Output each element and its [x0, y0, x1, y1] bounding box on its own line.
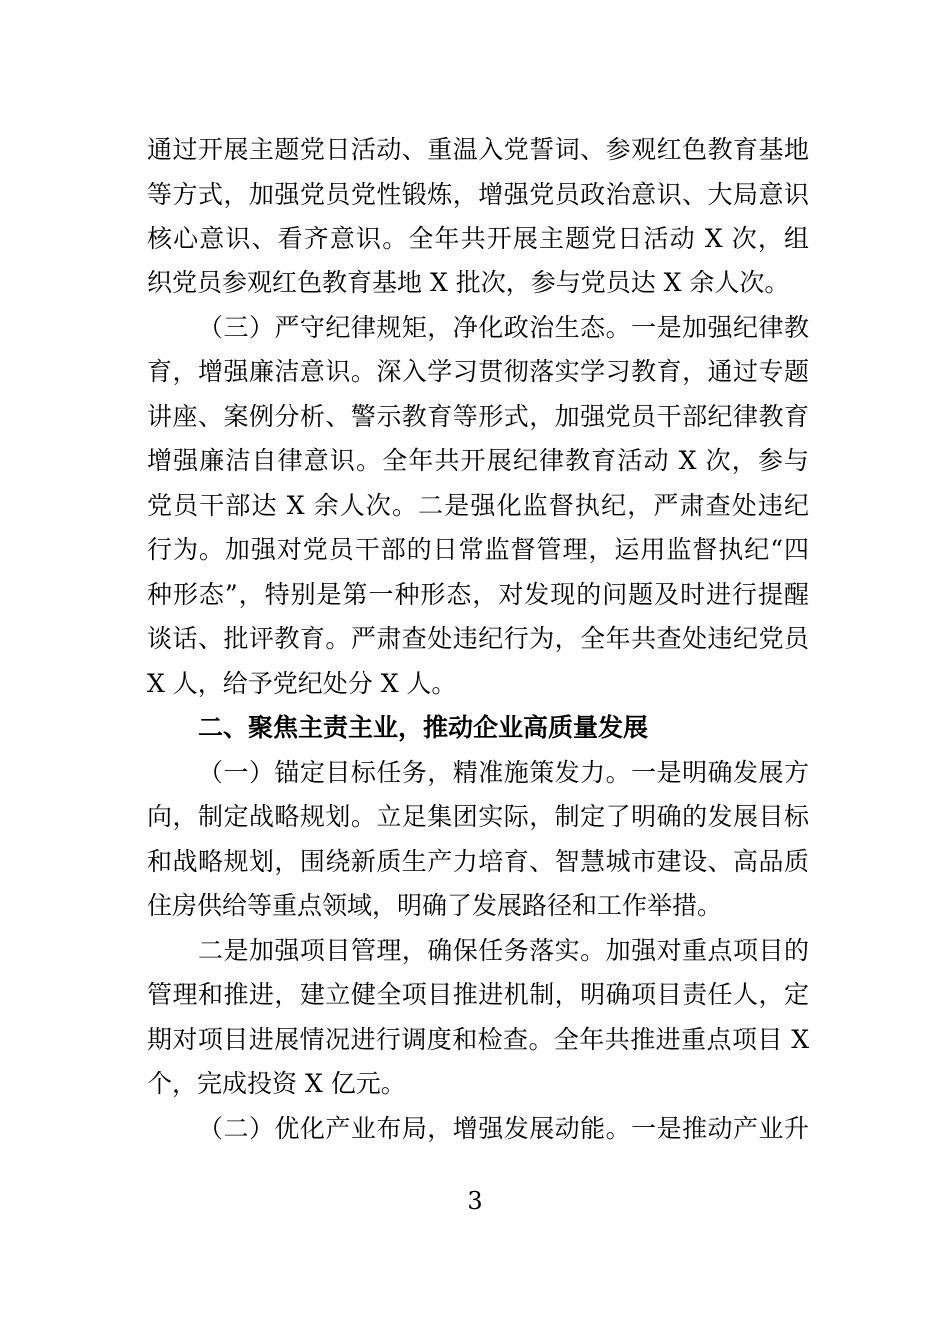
body-line: 增强廉洁自律意识。全年共开展纪律教育活动 X 次，参与	[147, 446, 809, 475]
body-line: 织党员参观红色教育基地 X 批次，参与党员达 X 余人次。	[147, 268, 790, 297]
body-line: 讲座、案例分析、警示教育等形式，加强党员干部纪律教育	[147, 402, 809, 431]
subsection-first-line: （三）严守纪律规矩，净化政治生态。一是加强纪律教	[198, 313, 809, 342]
body-line: 党员干部达 X 余人次。二是强化监督执纪，严肃查处违纪	[147, 491, 809, 520]
body-line: 种形态”，特别是第一种形态，对发现的问题及时进行提醒	[147, 580, 809, 609]
body-line: 核心意识、看齐意识。全年共开展主题党日活动 X 次，组	[147, 224, 809, 253]
paragraph-first-line: 二是加强项目管理，确保任务落实。加强对重点项目的	[198, 936, 809, 965]
body-line: 育，增强廉洁意识。深入学习贯彻落实学习教育，通过专题	[147, 357, 809, 386]
body-line: 向，制定战略规划。立足集团实际，制定了明确的发展目标	[147, 802, 809, 831]
body-line: 管理和推进，建立健全项目推进机制，明确项目责任人，定	[147, 980, 809, 1009]
subsection-first-line: （二）优化产业布局，增强发展动能。一是推动产业升	[198, 1114, 809, 1143]
body-line: 和战略规划，围绕新质生产力培育、智慧城市建设、高品质	[147, 847, 809, 876]
body-line: 通过开展主题党日活动、重温入党誓词、参观红色教育基地	[147, 135, 809, 164]
body-line: 谈话、批评教育。严肃查处违纪行为，全年共查处违纪党员	[147, 624, 809, 653]
body-line: 个，完成投资 X 亿元。	[147, 1069, 406, 1098]
body-line: 期对项目进展情况进行调度和检查。全年共推进重点项目 X	[147, 1025, 809, 1054]
body-line: X 人，给予党纪处分 X 人。	[147, 669, 457, 698]
body-line: 住房供给等重点领域，明确了发展路径和工作举措。	[147, 891, 723, 920]
page-number: 3	[467, 1187, 483, 1215]
body-line: 等方式，加强党员党性锻炼，增强党员政治意识、大局意识	[147, 180, 809, 209]
body-line: 行为。加强对党员干部的日常监督管理，运用监督执纪“四	[147, 535, 809, 564]
subsection-first-line: （一）锚定目标任务，精准施策发力。一是明确发展方	[198, 758, 809, 787]
section-heading: 二、聚焦主责主业，推动企业高质量发展	[198, 713, 649, 742]
